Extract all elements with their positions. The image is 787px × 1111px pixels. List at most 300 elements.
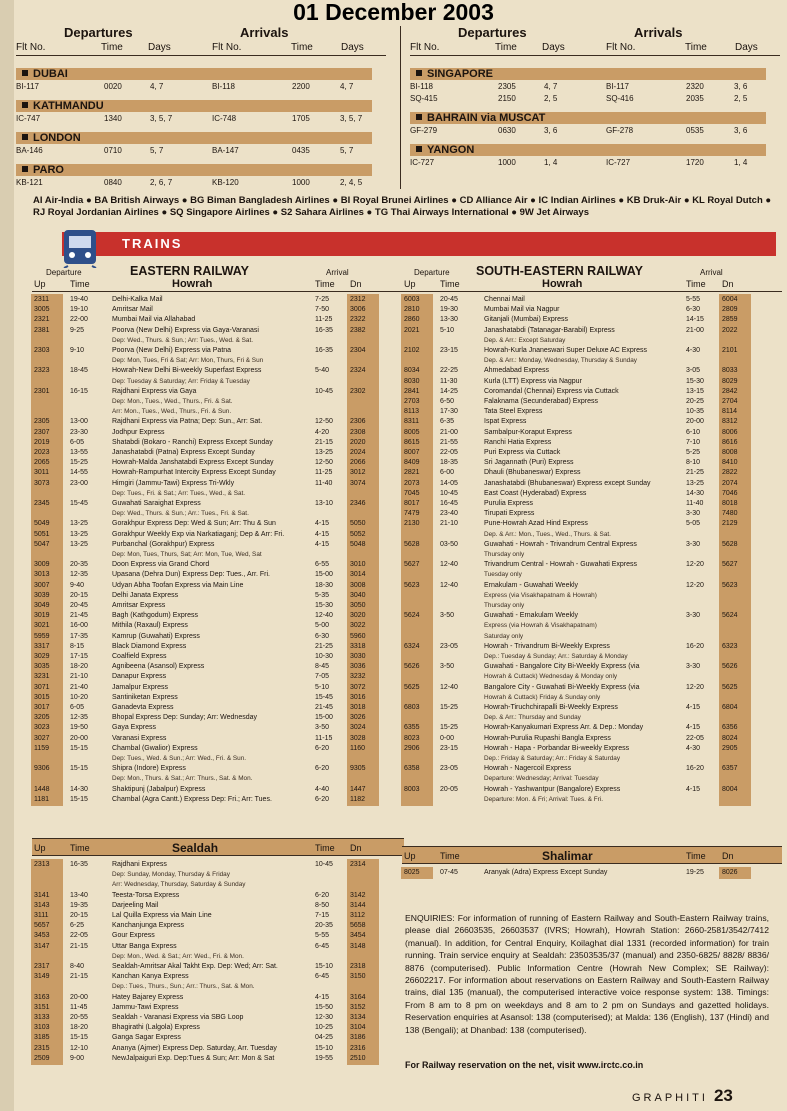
train-dn-number: 2822: [722, 469, 738, 477]
arrival-time: 10-45: [315, 387, 333, 395]
train-dn-number: 2022: [722, 326, 738, 334]
train-dn-number: 8312: [722, 418, 738, 426]
departure-time: 15-25: [440, 704, 458, 711]
arrivals-heading: Arrivals: [240, 25, 289, 40]
column-label: Time: [495, 42, 517, 53]
departure-time: 13-40: [70, 891, 88, 899]
arrival-time: 6-45: [315, 942, 330, 950]
column-label: Days: [148, 42, 171, 53]
train-up-number: 5051: [34, 530, 50, 538]
railway-title: SOUTH-EASTERN RAILWAY: [476, 264, 643, 278]
flight-cell: BI-117: [16, 82, 39, 91]
train-name: Dhauli (Bhubaneswar) Express: [484, 469, 581, 477]
train-up-number: 3453: [34, 932, 50, 940]
departure-time: 21-15: [70, 973, 88, 981]
flight-row: [410, 80, 766, 92]
train-up-number: 3017: [34, 704, 50, 711]
arrival-time: 12-40: [315, 612, 333, 620]
train-dn-number: 3006: [350, 306, 366, 314]
train-note-text: Dep. & Arr.: Except Saturday: [484, 336, 566, 344]
train-name: Howrah-Rampurhat Intercity Express Except Sunday: [112, 469, 276, 477]
departure-time: 16-15: [70, 387, 88, 395]
arrival-time: 3-30: [686, 612, 701, 620]
destination-block: [16, 164, 372, 188]
train-dn-number: 3164: [350, 993, 366, 1001]
departure-time: 22-00: [70, 316, 88, 324]
train-up-number: 5047: [34, 540, 50, 548]
train-name: Jamalpur Express: [112, 683, 169, 691]
departure-time: 14-30: [70, 785, 88, 793]
train-name: Purbanchal (Gorakhpur) Express: [112, 540, 215, 548]
train-up-number: 2305: [34, 418, 50, 426]
train-note-text: Dep: Mon, Tues, Thurs, Sat; Arr: Mon, Tue, Wed, Sat: [112, 551, 262, 558]
departure-time: 3-50: [440, 612, 455, 620]
flight-cell: 4, 7: [340, 82, 354, 91]
train-dn-number: 3028: [350, 734, 366, 742]
train-up-number: 5049: [34, 520, 50, 528]
train-dn-number: 5050: [350, 520, 366, 528]
train-dn-number: 3020: [350, 612, 366, 620]
bullet-icon: [22, 134, 28, 140]
train-dn-number: 5626: [722, 663, 738, 671]
train-up-number: 7479: [404, 510, 420, 518]
arrival-time: 15-10: [315, 963, 333, 970]
column-label: Days: [341, 42, 364, 53]
departure-time: 0-00: [440, 734, 455, 742]
departure-time: 12-35: [70, 571, 88, 579]
train-up-number: 6803: [404, 704, 420, 711]
train-dn-number: 5625: [722, 683, 738, 691]
train-dn-number: 3072: [350, 683, 366, 691]
train-dn-number: 6004: [722, 296, 738, 303]
departure-time: 11-30: [440, 377, 458, 385]
arrival-time: 13-25: [686, 479, 704, 487]
train-dn-number: 3186: [350, 1034, 366, 1042]
flight-cell: 1720: [686, 158, 704, 167]
departure-time: 6-00: [440, 469, 455, 477]
arrival-time: 15-30: [315, 602, 333, 609]
flight-cell: 2035: [686, 94, 704, 103]
arrival-time: 21-25: [315, 642, 333, 650]
train-name: Upasana (Dehra Dun) Express Dep: Tues., Arr. Fri.: [112, 571, 270, 579]
train-dn-number: 3024: [350, 724, 366, 732]
arrival-time: 8-45: [315, 663, 330, 671]
time-label: Time: [315, 279, 335, 289]
arrival-time: 20-35: [315, 922, 333, 930]
train-name: Gorakhpur Express Dep: Wed & Sun; Arr: Thu & Sun: [112, 520, 276, 528]
flight-cell: IC-727: [410, 158, 435, 167]
train-up-number: 2303: [34, 347, 50, 354]
departure-time: 12-35: [70, 714, 88, 722]
flights-section: [14, 24, 780, 192]
destination-bar: [16, 164, 372, 176]
arrival-time: 7-25: [315, 296, 330, 303]
column-label: Flt No.: [16, 42, 46, 53]
train-dn-number: 3040: [350, 591, 366, 599]
train-up-number: 6003: [404, 296, 420, 303]
train-up-number: 2703: [404, 398, 420, 405]
train-dn-number: 8008: [722, 449, 738, 456]
departure-time: 20-55: [70, 1014, 88, 1021]
flight-cell: 0020: [104, 82, 122, 91]
train-dn-number: 8006: [722, 428, 738, 436]
train-name: Sealdah-Amritsar Akal Takht Exp. Dep: Wed; Arr: Sat.: [112, 963, 278, 970]
flight-cell: 5, 7: [340, 146, 354, 155]
train-dn-number: 3144: [350, 901, 366, 909]
train-name: Bagh (Kathgodum) Express: [112, 612, 198, 620]
trains-banner: [62, 232, 776, 256]
train-up-number: 2019: [34, 438, 50, 446]
arrival-time: 3-50: [315, 724, 330, 732]
train-name: Bhagirathi (Lalgola) Express: [112, 1024, 200, 1032]
train-note-text: Thursday only: [484, 551, 525, 558]
arrival-time: 20-25: [686, 398, 704, 405]
train-up-number: 3073: [34, 479, 50, 487]
train-name: Ernakulam - Guwahati Weekly: [484, 581, 579, 589]
departure-time: 10-20: [70, 693, 88, 701]
train-dn-number: 8033: [722, 367, 738, 375]
column-label: Time: [101, 42, 123, 53]
arrival-time: 6-30: [315, 632, 330, 640]
train-dn-number: 3012: [350, 469, 366, 477]
train-note-text: Dep. & Arr.: Monday, Wednesday, Thursday & Sunday: [484, 357, 637, 365]
train-name: Shipra (Indore) Express: [112, 765, 186, 773]
train-note-text: Dep: Mon., Tues., Wed., Thurs., Fri. & Sat.: [112, 398, 233, 405]
flight-cell: 1, 4: [544, 158, 558, 167]
departure-time: 14-25: [440, 387, 458, 395]
train-dn-number: 8616: [722, 438, 738, 446]
train-up-number: 8030: [404, 377, 420, 385]
train-up-number: 2130: [404, 520, 420, 528]
departure-time: 18-20: [70, 1024, 88, 1032]
departure-time: 22-05: [440, 449, 458, 456]
arrival-time: 6-30: [686, 306, 701, 314]
flight-cell: 0630: [498, 126, 516, 135]
train-up-number: 3007: [34, 581, 50, 589]
departure-time: 14-55: [70, 469, 88, 477]
train-dn-number: 5623: [722, 581, 738, 589]
departure-time: 15-25: [440, 724, 458, 732]
flight-cell: KB-121: [16, 178, 43, 187]
train-name: Doon Express via Grand Chord: [112, 561, 210, 569]
train-dn-number: 3074: [350, 479, 366, 487]
flight-cell: 2305: [498, 82, 516, 91]
departure-time: 20-35: [70, 561, 88, 569]
train-dn-number: 2302: [350, 387, 366, 395]
train-up-number: 8003: [404, 785, 420, 793]
flight-cell: BI-117: [606, 82, 629, 91]
train-dn-number: 3152: [350, 1003, 366, 1011]
train-name: Puri Express via Cuttack: [484, 449, 561, 456]
arrival-time: 22-05: [686, 734, 704, 742]
arrival-time: 21-15: [315, 438, 333, 446]
train-name: Darjeeling Mail: [112, 901, 159, 909]
train-name: Kanchan Kanya Express: [112, 973, 189, 981]
train-up-number: 3141: [34, 891, 50, 899]
train-name: Guwahati - Bangalore City Bi-Weekly Express (via: [484, 663, 640, 671]
flight-row: [16, 112, 372, 124]
departure-time: 9-25: [70, 326, 85, 334]
arrival-time: 14-30: [686, 489, 704, 497]
train-name: Ananya (Ajmer) Express Dep. Saturday, Arr. Tuesday: [112, 1044, 277, 1052]
destination-name: SINGAPORE: [427, 68, 494, 80]
train-up-number: 2307: [34, 428, 50, 436]
train-note-text: Tuesday only: [484, 571, 522, 579]
train-up-number: 5628: [404, 540, 420, 548]
train-up-number: 3049: [34, 602, 50, 609]
flights-divider: [400, 26, 401, 189]
flight-cell: GF-278: [606, 126, 634, 135]
arrival-time: 4-15: [315, 540, 330, 548]
flight-cell: 4, 7: [150, 82, 164, 91]
train-up-number: 2317: [34, 963, 50, 970]
arrivals-heading: Arrivals: [634, 25, 683, 40]
arrival-time: 11-40: [686, 500, 704, 507]
arrival-time: 5-05: [686, 520, 701, 528]
train-up-number: 2906: [404, 744, 420, 752]
train-dn-number: 3010: [350, 561, 366, 569]
train-note-text: Dep. & Arr.: Mon., Tues., Wed., Thurs. & Sat.: [484, 530, 611, 538]
flight-cell: 2, 5: [734, 94, 748, 103]
train-up-number: 7045: [404, 489, 420, 497]
flight-cell: 3, 5, 7: [150, 114, 173, 123]
train-name: Mumbai Mail via Allahabad: [112, 316, 196, 324]
train-note-text: Dep: Mon, Tues, Fri & Sat; Arr: Mon, Thurs, Fri & Sun: [112, 357, 264, 365]
train-note-text: Thursday only: [484, 602, 525, 609]
train-dn-number: 3036: [350, 663, 366, 671]
flight-row: [16, 144, 372, 156]
departure-time: 17-30: [440, 408, 458, 416]
train-up-number: 3147: [34, 942, 50, 950]
train-dn-number: 2346: [350, 500, 366, 507]
train-dn-number: 2316: [350, 1044, 366, 1052]
arrival-time: 6-45: [315, 973, 330, 981]
arrival-time: 5-40: [315, 367, 330, 375]
departure-time: 20-45: [440, 296, 458, 303]
train-up-number: 8409: [404, 459, 420, 467]
section-header: [32, 278, 404, 292]
train-up-number: 3205: [34, 714, 50, 722]
train-up-number: 2313: [34, 861, 50, 868]
arrival-time: 6-20: [315, 765, 330, 773]
arrival-time: 15-50: [315, 1003, 333, 1011]
train-dn-number: 3112: [350, 912, 366, 919]
train-up-number: 2073: [404, 479, 420, 487]
arrival-time: 13-15: [686, 387, 704, 395]
destination-name: YANGON: [427, 144, 475, 156]
train-up-number: 2102: [404, 347, 420, 354]
train-dn-number: 3232: [350, 673, 366, 681]
train-up-number: 2821: [404, 469, 420, 477]
time-label: Time: [440, 851, 460, 861]
flight-cell: 1705: [292, 114, 310, 123]
train-name: Howrah - Hapa - Porbandar Bi-weekly Express: [484, 744, 630, 752]
page-number: 23: [713, 1086, 733, 1105]
flight-cell: 5, 7: [150, 146, 164, 155]
arrival-time: 15-10: [315, 1044, 333, 1052]
train-name: Howrah - Nagercoil Express: [484, 765, 572, 773]
time-label: Time: [686, 851, 706, 861]
departures-heading: Departures: [458, 25, 527, 40]
departure-time: 9-00: [70, 1054, 85, 1062]
time-label: Time: [686, 279, 706, 289]
arrival-time: 7-50: [315, 306, 330, 314]
arrival-time: 21-00: [686, 326, 704, 334]
departure-time: 21-15: [70, 942, 88, 950]
train-note-text: Dep: Mon., Thurs. & Sat.; Arr: Thurs., Sat. & Mon.: [112, 775, 253, 783]
train-up-number: 3143: [34, 901, 50, 909]
arrival-time: 14-15: [686, 316, 704, 324]
train-up-number: 2323: [34, 367, 50, 375]
train-dn-number: 6357: [722, 765, 738, 773]
train-dn-number: 8114: [722, 408, 738, 416]
time-label: Time: [440, 279, 460, 289]
departure-label: Departure: [414, 268, 450, 277]
departure-time: 20-15: [70, 912, 88, 919]
train-name: Rajdhani Express via Gaya: [112, 387, 197, 395]
flight-cell: 2, 6, 7: [150, 178, 173, 187]
departure-time: 15-15: [70, 1034, 88, 1042]
train-name: Tata Steel Express: [484, 408, 543, 416]
station-name: Howrah: [542, 278, 583, 290]
train-name: Poorva (New Delhi) Express via Patna: [112, 347, 232, 354]
train-up-number: 6324: [404, 642, 420, 650]
departure-time: 15-15: [70, 744, 88, 752]
arrival-time: 15-00: [315, 714, 333, 722]
departure-time: 07-45: [440, 869, 458, 876]
departure-time: 18-35: [440, 459, 458, 467]
flight-cell: SQ-416: [606, 94, 634, 103]
arrival-time: 19-25: [686, 869, 704, 876]
departure-time: 23-05: [440, 642, 458, 650]
train-note-text: Dep.: Friday & Saturday; Arr.: Friday & Saturday: [484, 755, 621, 762]
train-name: Santiniketan Express: [112, 693, 178, 701]
train-dn-number: 2020: [350, 438, 366, 446]
column-label: Days: [735, 42, 758, 53]
departure-time: 22-05: [70, 932, 88, 940]
train-up-number: 8025: [404, 869, 420, 876]
train-name: Howrah-Kanyakumari Express Arr. & Dep.: Monday: [484, 724, 644, 732]
flight-cell: 0535: [686, 126, 704, 135]
arrival-time: 16-20: [686, 765, 704, 773]
flight-cell: 4, 7: [544, 82, 558, 91]
train-name: Howrah - Yashwantpur (Bangalore) Express: [484, 785, 621, 793]
train-note-text: Departure: Wednesday; Arrival: Tuesday: [484, 775, 599, 783]
train-up-number: 8023: [404, 734, 420, 742]
train-name: Kamrup (Guwahati) Express: [112, 632, 200, 640]
departure-time: 16-35: [70, 861, 88, 868]
train-dn-number: 2510: [350, 1054, 366, 1062]
train-name: Delhi Janata Express: [112, 591, 179, 599]
arrival-time: 16-35: [315, 347, 333, 354]
arrival-time: 12-20: [686, 581, 704, 589]
arrival-time: 15-00: [315, 571, 333, 579]
train-up-number: 3151: [34, 1003, 50, 1011]
train-name: Kanchanjunga Express: [112, 922, 184, 930]
train-up-number: 8005: [404, 428, 420, 436]
train-name: Guwahati - Ernakulam Weekly: [484, 612, 579, 620]
departure-time: 12-10: [70, 1044, 88, 1052]
train-dn-number: 2066: [350, 459, 366, 467]
train-name: Danapur Express: [112, 673, 167, 681]
departure-time: 6-05: [70, 704, 85, 711]
destination-block: [16, 100, 372, 124]
train-dn-number: 7480: [722, 510, 738, 518]
train-up-number: 3133: [34, 1014, 50, 1021]
arrival-time: 4-15: [686, 704, 701, 711]
train-up-number: 2301: [34, 387, 50, 395]
departure-time: 13-00: [70, 418, 88, 426]
train-up-number: 2023: [34, 449, 50, 456]
train-dn-number: 3454: [350, 932, 366, 940]
train-name: Trivandrum Central - Howrah - Guwahati Express: [484, 561, 638, 569]
up-label: Up: [404, 851, 416, 861]
train-dn-number: 6356: [722, 724, 738, 732]
departure-time: 6-50: [440, 398, 455, 405]
departure-label: Departure: [46, 268, 82, 277]
arrival-time: 16-35: [315, 326, 333, 334]
destination-block: [16, 132, 372, 156]
flight-cell: BI-118: [212, 82, 235, 91]
train-dn-number: 2129: [722, 520, 738, 528]
train-name: Gour Express: [112, 932, 155, 940]
departure-time: 21-55: [440, 438, 458, 446]
train-up-number: 3029: [34, 653, 50, 660]
bullet-icon: [22, 102, 28, 108]
train-name: Hatey Bajarey Express: [112, 993, 184, 1001]
departure-time: 8-40: [70, 963, 85, 970]
arrival-label: Arrival: [700, 268, 723, 277]
destination-name: KATHMANDU: [33, 100, 104, 112]
departure-time: 22-25: [440, 367, 458, 375]
page-title: 01 December 2003: [293, 0, 494, 25]
arrival-time: 7-10: [686, 438, 701, 446]
train-up-number: 8034: [404, 367, 420, 375]
station-name: Shalimar: [542, 849, 593, 863]
train-dn-number: 2318: [350, 963, 366, 970]
train-name: Bangalore City - Guwahati Bi-Weekly Express (via: [484, 683, 640, 691]
column-label: Flt No.: [212, 42, 242, 53]
arrival-time: 6-10: [686, 428, 701, 436]
train-name: Black Diamond Express: [112, 642, 187, 650]
bullet-icon: [22, 70, 28, 76]
departure-time: 14-05: [440, 479, 458, 487]
railway-title: EASTERN RAILWAY: [130, 264, 250, 278]
flights-header: [16, 24, 386, 40]
flight-cell: 1000: [292, 178, 310, 187]
arrival-time: 7-05: [315, 673, 330, 681]
departure-time: 8-15: [70, 642, 85, 650]
arrival-time: 5-00: [315, 622, 330, 630]
flight-row: [16, 80, 372, 92]
arrival-time: 3-05: [686, 367, 701, 375]
destination-block: [410, 144, 766, 168]
train-dn-number: 5627: [722, 561, 738, 569]
train-name: Uttar Banga Express: [112, 942, 177, 950]
arrival-time: 15-45: [315, 693, 333, 701]
destination-name: BAHRAIN via MUSCAT: [427, 112, 546, 124]
train-name: Poorva (New Delhi) Express via Gaya-Varanasi: [112, 326, 259, 334]
departure-time: 21-00: [440, 428, 458, 436]
train-name: NewJalpaiguri Exp. Dep:Tues & Sun; Arr: Mon & Sat: [112, 1054, 275, 1062]
train-up-number: 3231: [34, 673, 50, 681]
train-icon: [60, 228, 100, 268]
train-name: Rajdhani Express via Patna; Dep: Sun., Arr: Sat.: [112, 418, 263, 426]
train-up-number: 2810: [404, 306, 420, 314]
arrival-time: 10-45: [315, 861, 333, 868]
destination-bar: [410, 144, 766, 156]
train-name: Howrah - Trivandrum Bi-Weekly Express: [484, 642, 610, 650]
